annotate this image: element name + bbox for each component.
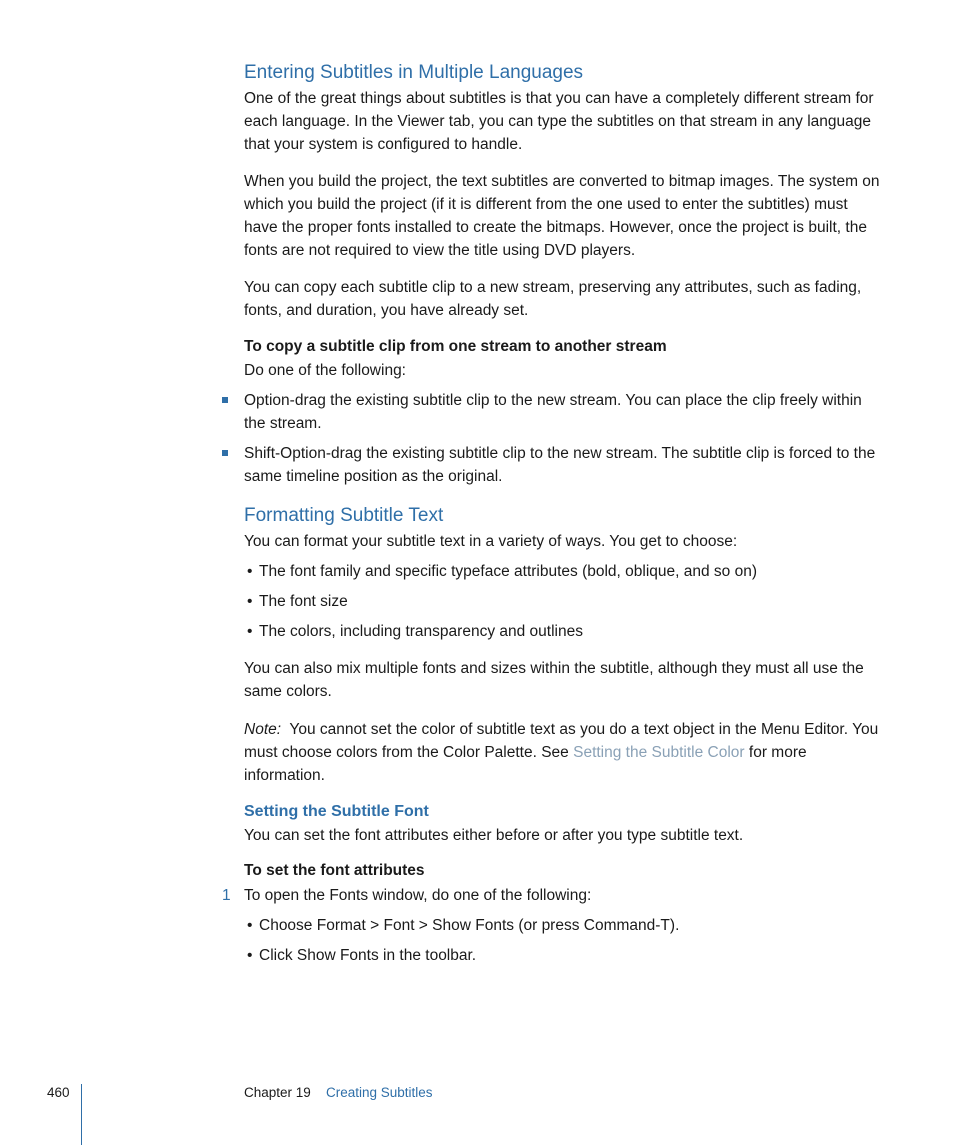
footer-divider [81,1084,82,1145]
bullet-dot-icon: • [247,593,253,610]
bullet-dot-icon: • [247,623,253,640]
section-heading-formatting: Formatting Subtitle Text [244,505,444,526]
step-text: To open the Fonts window, do one of the following: [244,887,592,904]
task-heading: To copy a subtitle clip from one stream to another stream [244,338,667,355]
note [244,718,884,787]
footer-chapter-title: Creating Subtitles [326,1085,433,1100]
list-item: The font family and specific typeface attributes (bold, oblique, and so on) [259,563,758,580]
task-heading: To set the font attributes [244,862,425,879]
footer-chapter: Chapter 19 [244,1085,311,1100]
paragraph: One of the great things about subtitles is that you can have a completely different stream for each language. In the Viewer tab, you can type the subtitles on that stream in any language that your system is configured to handle. [244,90,874,153]
bullet-dot-icon: • [247,917,253,934]
list-item: Shift-Option-drag the existing subtitle clip to the new stream. The subtitle clip is forced to the same timeline position as the original. [244,445,876,485]
paragraph: You can also mix multiple fonts and sizes within the subtitle, although they must all use the same colors. [244,660,864,700]
list-item: The colors, including transparency and outlines [259,623,583,640]
note-text: You cannot set the color of subtitle text as you do a text object in the Menu Editor. You must choose colors from the Color Palette. See [244,721,879,761]
subsection-heading-font: Setting the Subtitle Font [244,803,429,820]
list-item: The font size [259,593,348,610]
bullet-dot-icon: • [247,947,253,964]
paragraph: When you build the project, the text subtitles are converted to bitmap images. The system on which you build the project (if it is different from the one used to enter the subtitles) must have the proper fonts installed to create the bitmaps. However, once the project is built, the fonts are not required to view the title using DVD players. [244,173,880,259]
section-heading-multi-lang: Entering Subtitles in Multiple Languages [244,62,584,83]
square-bullet-icon [222,450,228,456]
note-text: for more information. [244,744,807,784]
cross-reference-link[interactable]: Setting the Subtitle Color [573,744,745,761]
paragraph: You can set the font attributes either before or after you type subtitle text. [244,827,744,844]
list-item: Option-drag the existing subtitle clip to the new stream. You can place the clip freely within the stream. [244,392,862,432]
list-item: Click Show Fonts in the toolbar. [259,947,477,964]
page-number: 460 [47,1085,70,1100]
note-label: Note: [244,721,282,738]
paragraph: You can copy each subtitle clip to a new stream, preserving any attributes, such as fading, fonts, and duration, you have already set. [244,279,862,319]
list-item: Choose Format > Font > Show Fonts (or press Command-T). [259,917,680,934]
step-number: 1 [222,887,231,904]
paragraph: You can format your subtitle text in a variety of ways. You get to choose: [244,533,738,550]
task-intro: Do one of the following: [244,362,406,379]
square-bullet-icon [222,397,228,403]
bullet-dot-icon: • [247,563,253,580]
